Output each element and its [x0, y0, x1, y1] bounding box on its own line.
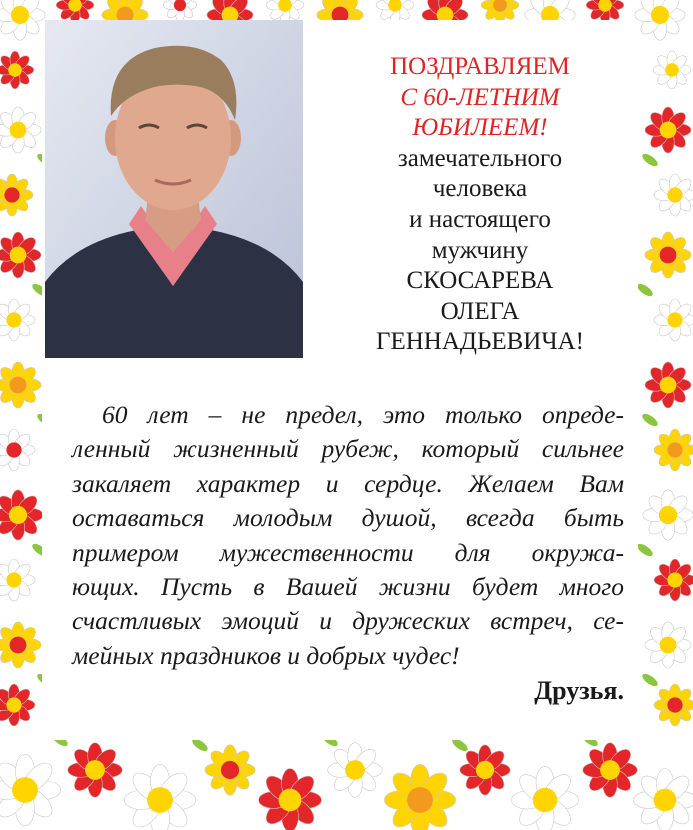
flower-icon: [654, 429, 693, 471]
intro-line-3: и настоящего: [409, 205, 551, 233]
flower-icon: [0, 107, 41, 153]
flower-icon: [0, 684, 35, 726]
message-line: примером мужественности для окружа-: [72, 537, 624, 567]
name-line-2: ОЛЕГА: [440, 297, 520, 325]
flower-icon: [0, 51, 34, 89]
flower-icon: [645, 362, 691, 408]
leaf-icon: [635, 542, 654, 559]
intro-line-2: человека: [432, 175, 528, 203]
message-line: закаляет характер и сердце. Желаем Вам: [72, 468, 624, 498]
flower-icon: [0, 490, 43, 540]
flower-icon: [0, 429, 35, 471]
message-line: счастливых эмоций и дружеских встреч, се-: [72, 606, 624, 636]
flower-icon: [0, 754, 61, 825]
heading-line-3: ЮБИЛЕЕМ!: [412, 114, 548, 142]
flower-icon: [328, 743, 383, 798]
flower-icon: [460, 745, 510, 795]
portrait-photo: [45, 20, 303, 358]
flower-icon: [654, 559, 693, 601]
flower-icon: [163, 0, 197, 22]
flower-icon: [653, 51, 691, 89]
flower-icon: [0, 232, 41, 278]
flower-icon: [205, 745, 255, 795]
leaf-icon: [640, 672, 659, 689]
message-line: 60 лет – не предел, это только опреде-: [102, 400, 624, 429]
flower-icon: [645, 622, 691, 668]
message-line: оставаться молодым душой, всегда быть: [72, 503, 624, 533]
greeting-block: [330, 52, 630, 358]
flower-icon: [68, 743, 123, 798]
heading-line-1: ПОЗДРАВЛЯЕМ: [390, 53, 570, 80]
message-line: ленный жизненный рубеж, который сильнее: [72, 434, 624, 464]
signature: Друзья.: [534, 676, 624, 705]
flower-icon: [0, 174, 33, 216]
congratulation-message: [72, 398, 624, 673]
leaf-icon: [640, 152, 659, 169]
flower-icon: [654, 174, 693, 216]
flower-icon: [384, 764, 455, 830]
leaf-icon: [640, 412, 659, 429]
flower-icon: [0, 299, 35, 341]
flower-icon: [634, 769, 693, 830]
flower-icon: [0, 622, 41, 668]
flower-icon: [124, 764, 195, 830]
flower-icon: [645, 107, 691, 153]
intro-line-1: замечательного: [397, 144, 563, 172]
flower-icon: [643, 490, 693, 540]
flower-icon: [0, 0, 45, 40]
flower-icon: [654, 299, 693, 341]
flower-icon: [654, 684, 693, 726]
flower-icon: [645, 232, 691, 278]
message-line: ющих. Пусть в Вашей жизни будет много: [72, 572, 624, 602]
flower-icon: [635, 0, 685, 40]
flower-icon: [259, 769, 322, 830]
flower-icon: [583, 743, 638, 798]
heading-line-2: С 60-ЛЕТНИМ: [400, 83, 560, 111]
flower-icon: [511, 766, 578, 830]
name-line-3: ГЕННАДЬЕВИЧА!: [376, 328, 584, 356]
name-line-1: СКОСАРЕВА: [406, 267, 554, 295]
leaf-icon: [635, 282, 654, 299]
message-line: мейных праздников и добрых чудес!: [72, 640, 460, 670]
flower-icon: [0, 559, 35, 601]
intro-line-4: мужчину: [431, 236, 529, 264]
flower-icon: [0, 362, 41, 408]
